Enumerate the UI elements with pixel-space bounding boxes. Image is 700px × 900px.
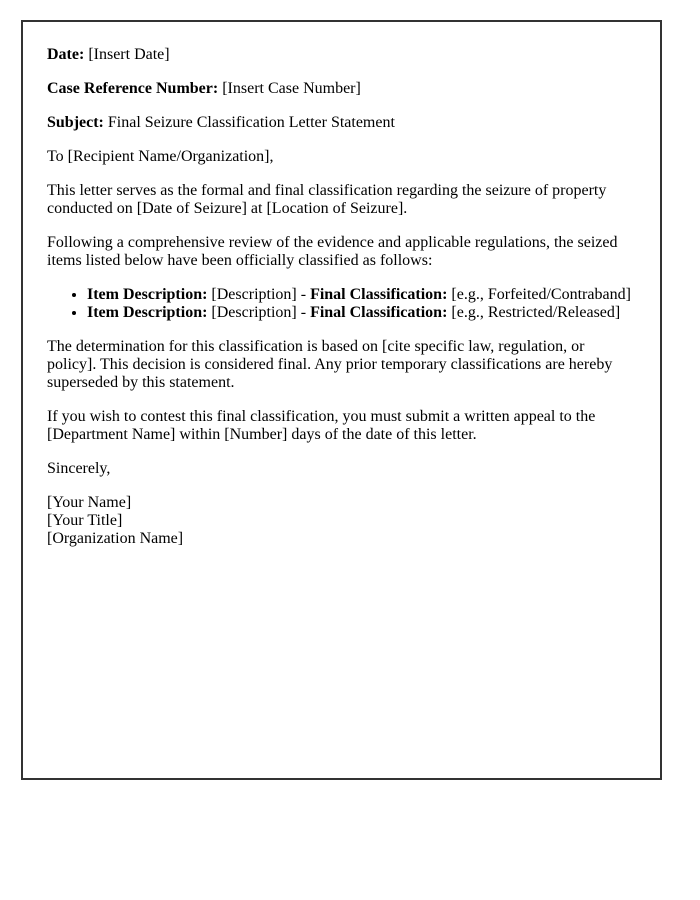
signature-name: [Your Name] [47, 494, 132, 511]
case-reference-line [47, 80, 634, 98]
subject-line [47, 114, 634, 132]
item-description-label: Item Description: [87, 304, 208, 321]
final-classification-value: [e.g., Restricted/Released] [451, 304, 621, 321]
subject-label: Subject: [47, 114, 104, 131]
item-description-value: [Description] - [211, 286, 307, 303]
date-line [47, 46, 634, 64]
paragraph-determination: The determination for this classification is based on [cite specific law, regulation, or policy]. This decision is considered final. Any prior temporary classifications are hereby superseded by this statement. [47, 338, 613, 391]
list-item [87, 304, 634, 322]
item-description-label: Item Description: [87, 286, 208, 303]
case-reference-value: [Insert Case Number] [222, 80, 361, 97]
paragraph-review: Following a comprehensive review of the evidence and applicable regulations, the seized items listed below have been officially classified as follows: [47, 234, 618, 269]
final-classification-label: Final Classification: [310, 286, 448, 303]
final-classification-label: Final Classification: [310, 304, 448, 321]
signature-block [47, 494, 634, 548]
item-description-value: [Description] - [211, 304, 307, 321]
date-value: [Insert Date] [88, 46, 170, 63]
paragraph-appeal: If you wish to contest this final classification, you must submit a written appeal to the [Department Name] within [Number] days of the date of this letter. [47, 408, 596, 443]
signature-organization: [Organization Name] [47, 530, 184, 547]
letter-document [21, 20, 662, 780]
closing-line: Sincerely, [47, 460, 111, 477]
list-item [87, 286, 634, 304]
final-classification-value: [e.g., Forfeited/Contraband] [451, 286, 631, 303]
signature-title: [Your Title] [47, 512, 123, 529]
case-reference-label: Case Reference Number: [47, 80, 219, 97]
classified-items-list [47, 286, 634, 322]
subject-value: Final Seizure Classification Letter Statement [107, 114, 395, 131]
date-label: Date: [47, 46, 85, 63]
salutation-line: To [Recipient Name/Organization], [47, 148, 274, 165]
paragraph-intro: This letter serves as the formal and final classification regarding the seizure of property conducted on [Date of Seizure] at [Location of Seizure]. [47, 182, 607, 217]
